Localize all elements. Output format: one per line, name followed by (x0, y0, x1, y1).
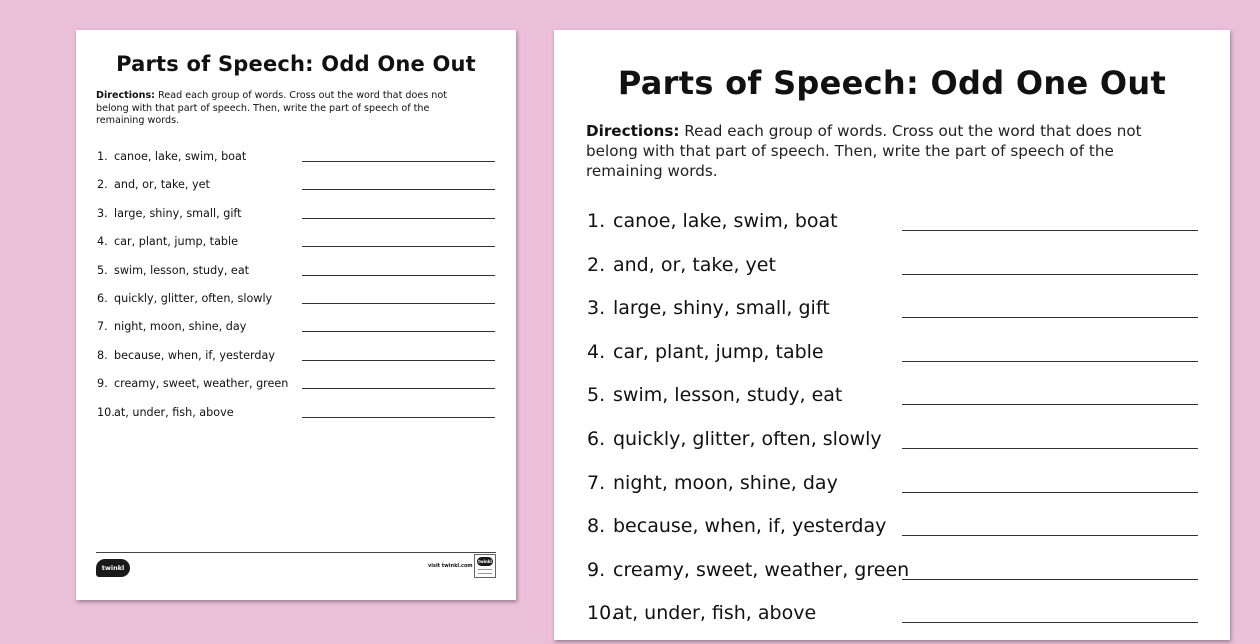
question-item (96, 233, 496, 261)
question-words: because, when, if, yesterday (613, 515, 887, 538)
question-item (96, 404, 496, 432)
footer-divider (96, 552, 496, 553)
question-number: 9. (97, 377, 108, 391)
answer-line (302, 189, 495, 190)
question-number: 1. (97, 150, 108, 163)
directions (586, 121, 1166, 181)
answer-line (902, 622, 1198, 623)
question-words: night, moon, shine, day (613, 471, 838, 494)
answer-line (902, 404, 1198, 405)
answer-line (902, 448, 1198, 449)
question-item (96, 148, 496, 176)
answer-line (302, 360, 495, 361)
question-words: and, or, take, yet (114, 178, 210, 192)
worksheet-preview-large (554, 30, 1230, 640)
question-words: and, or, take, yet (613, 253, 776, 276)
question-words: swim, lesson, study, eat (613, 384, 843, 407)
badge-cloud: twinkl (478, 559, 492, 564)
question-number: 10. (587, 602, 618, 625)
answer-line (302, 303, 495, 304)
directions-label: Directions: (96, 90, 156, 101)
question-number: 10. (97, 405, 115, 419)
answer-line (902, 492, 1198, 493)
question-item (96, 205, 496, 233)
question-words: quickly, glitter, often, slowly (613, 427, 882, 450)
question-item (586, 208, 1206, 252)
question-item (586, 513, 1206, 557)
question-number: 7. (587, 471, 606, 494)
question-words: car, plant, jump, table (114, 235, 239, 249)
question-number: 5. (587, 384, 606, 407)
question-number: 6. (587, 427, 606, 450)
answer-line (902, 317, 1198, 318)
answer-line (302, 417, 495, 418)
question-words: canoe, lake, swim, boat (114, 150, 247, 163)
worksheet-preview-small (76, 30, 516, 600)
question-item (96, 318, 496, 346)
question-number: 9. (587, 558, 606, 581)
twinkl-badge-icon (474, 554, 496, 578)
question-number: 4. (97, 235, 108, 249)
question-words: canoe, lake, swim, boat (613, 210, 838, 232)
question-number: 2. (97, 178, 108, 192)
question-list (96, 148, 496, 432)
question-list (586, 208, 1206, 644)
answer-line (902, 274, 1198, 275)
answer-line (902, 535, 1198, 536)
question-number: 5. (97, 263, 108, 277)
footer-site-text: visit twinkl.com (428, 563, 473, 569)
answer-line (302, 388, 495, 389)
question-words: large, shiny, small, gift (114, 206, 242, 220)
answer-line (302, 218, 495, 219)
question-number: 1. (587, 210, 606, 232)
question-item (96, 262, 496, 290)
question-item (586, 295, 1206, 339)
question-words: car, plant, jump, table (613, 340, 824, 363)
question-words: quickly, glitter, often, slowly (114, 291, 273, 305)
question-item (96, 176, 496, 204)
answer-line (302, 331, 495, 332)
question-item (586, 382, 1206, 426)
directions-text: Read each group of words. Cross out the word that does not belong with that part of speech. Then, write the part of speech of the remaining words. (586, 122, 1142, 180)
question-number: 7. (97, 320, 108, 334)
directions-label: Directions: (586, 122, 680, 140)
question-words: large, shiny, small, gift (613, 297, 830, 320)
question-item (586, 600, 1206, 644)
question-number: 4. (587, 340, 606, 363)
question-words: swim, lesson, study, eat (114, 263, 250, 277)
answer-line (902, 579, 1198, 580)
question-item (586, 557, 1206, 601)
directions (96, 90, 476, 128)
worksheet-title: Parts of Speech: Odd One Out (617, 64, 1167, 102)
question-words: at, under, fish, above (613, 602, 817, 625)
question-words: creamy, sweet, weather, green (114, 377, 289, 391)
question-number: 8. (587, 515, 606, 538)
question-words: creamy, sweet, weather, green (613, 558, 910, 581)
answer-line (302, 275, 495, 276)
question-number: 8. (97, 348, 108, 362)
question-item (96, 375, 496, 403)
question-number: 3. (587, 297, 606, 320)
question-number: 2. (587, 253, 606, 276)
question-number: 6. (97, 291, 108, 305)
question-item (586, 252, 1206, 296)
question-words: because, when, if, yesterday (114, 348, 275, 362)
question-number: 3. (97, 206, 108, 220)
worksheet-title: Parts of Speech: Odd One Out (116, 52, 476, 76)
question-item (96, 347, 496, 375)
question-item (586, 426, 1206, 470)
question-item (96, 290, 496, 318)
directions-text: Read each group of words. Cross out the word that does not belong with that part of speech. Then, write the part of speech of the remaining words. (96, 90, 447, 126)
answer-line (302, 161, 495, 162)
twinkl-logo-icon: twinkl (96, 559, 130, 577)
answer-line (302, 246, 495, 247)
question-words: night, moon, shine, day (114, 320, 247, 334)
question-words: at, under, fish, above (114, 405, 234, 419)
answer-line (902, 361, 1198, 362)
question-item (586, 339, 1206, 383)
question-item (586, 470, 1206, 514)
answer-line (902, 230, 1198, 231)
